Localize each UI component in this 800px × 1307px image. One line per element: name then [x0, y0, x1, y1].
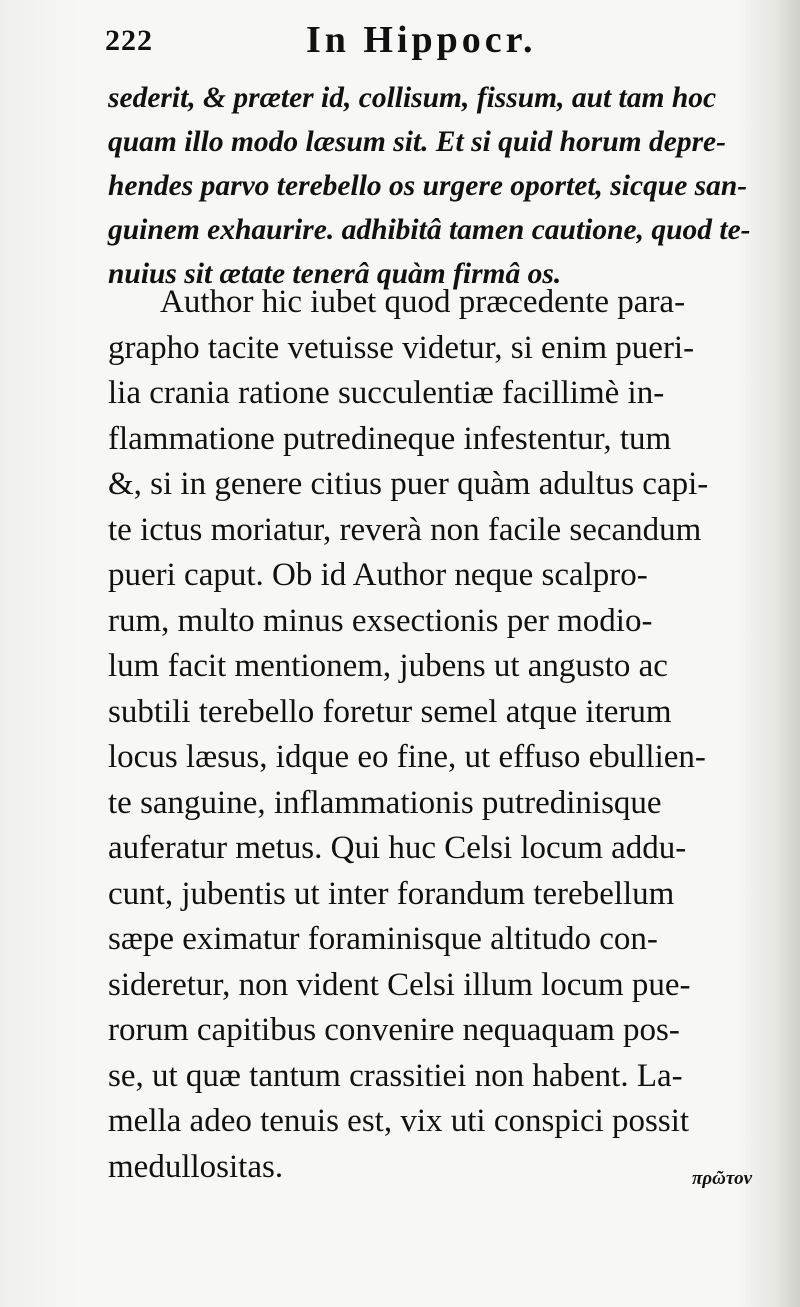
paragraph-line: subtili terebello foretur semel atque iterum — [108, 693, 672, 730]
running-head: In Hippocr. — [306, 19, 537, 61]
paragraph-line: grapho tacite vetuisse videtur, si enim pueri- — [108, 329, 695, 366]
paragraph-line: mella adeo tenuis est, vix uti conspici possit — [108, 1103, 690, 1139]
commentary-paragraph — [108, 280, 773, 1190]
italic-line: hendes parvo terebello os urgere oportet, sicque san- — [108, 170, 748, 202]
page-number: 222 — [105, 24, 153, 57]
paragraph-line: rorum capitibus convenire nequaquam pos- — [108, 1012, 680, 1048]
italic-line: quam illo modo læsum sit. Et si quid horum depre- — [108, 126, 726, 158]
paragraph-line: sideretur, non vident Celsi illum locum pue- — [108, 966, 691, 1003]
paragraph-line: medullositas. — [108, 1148, 284, 1185]
italic-line: guinem exhaurire. adhibitâ tamen cautione, quod te- — [108, 214, 751, 246]
paragraph-line: cunt, jubentis ut inter forandum terebellum — [108, 875, 675, 912]
paragraph-line: auferatur metus. Qui huc Celsi locum addu- — [108, 830, 687, 866]
paragraph-line: sæpe eximatur foraminisque altitudo con- — [108, 921, 658, 957]
paragraph-line: lum facit mentionem, jubens ut angusto ac — [108, 648, 668, 684]
paragraph-line: te ictus moriatur, reverà non facile secandum — [108, 511, 702, 548]
paragraph-line: se, ut quæ tantum crassitiei non habent. La- — [108, 1057, 683, 1094]
paragraph-line: flammatione putredineque infestentur, tum — [108, 420, 672, 457]
italic-line: sederit, & præter id, collisum, fissum, aut tam hoc — [108, 82, 717, 114]
italic-line: nuius sit ætate tenerâ quàm firmâ os. — [108, 258, 562, 290]
paragraph-line: rum, multo minus exsectionis per modio- — [108, 602, 653, 639]
page-header — [0, 16, 800, 64]
paragraph-line: lia crania ratione succulentiæ facillimè in- — [108, 375, 665, 411]
paragraph-line: Author hic iubet quod præcedente para- — [160, 284, 686, 320]
paragraph-line: pueri caput. Ob id Author neque scalpro- — [108, 557, 648, 593]
paragraph-line: te sanguine, inflammationis putredinisque — [108, 784, 662, 821]
italic-text-block — [108, 76, 768, 296]
catchword: πρῶτον — [692, 1168, 752, 1189]
paragraph-line: locus læsus, idque eo fine, ut effuso ebullien- — [108, 739, 706, 775]
paragraph-line: &, si in genere citius puer quàm adultus capi- — [108, 466, 709, 502]
